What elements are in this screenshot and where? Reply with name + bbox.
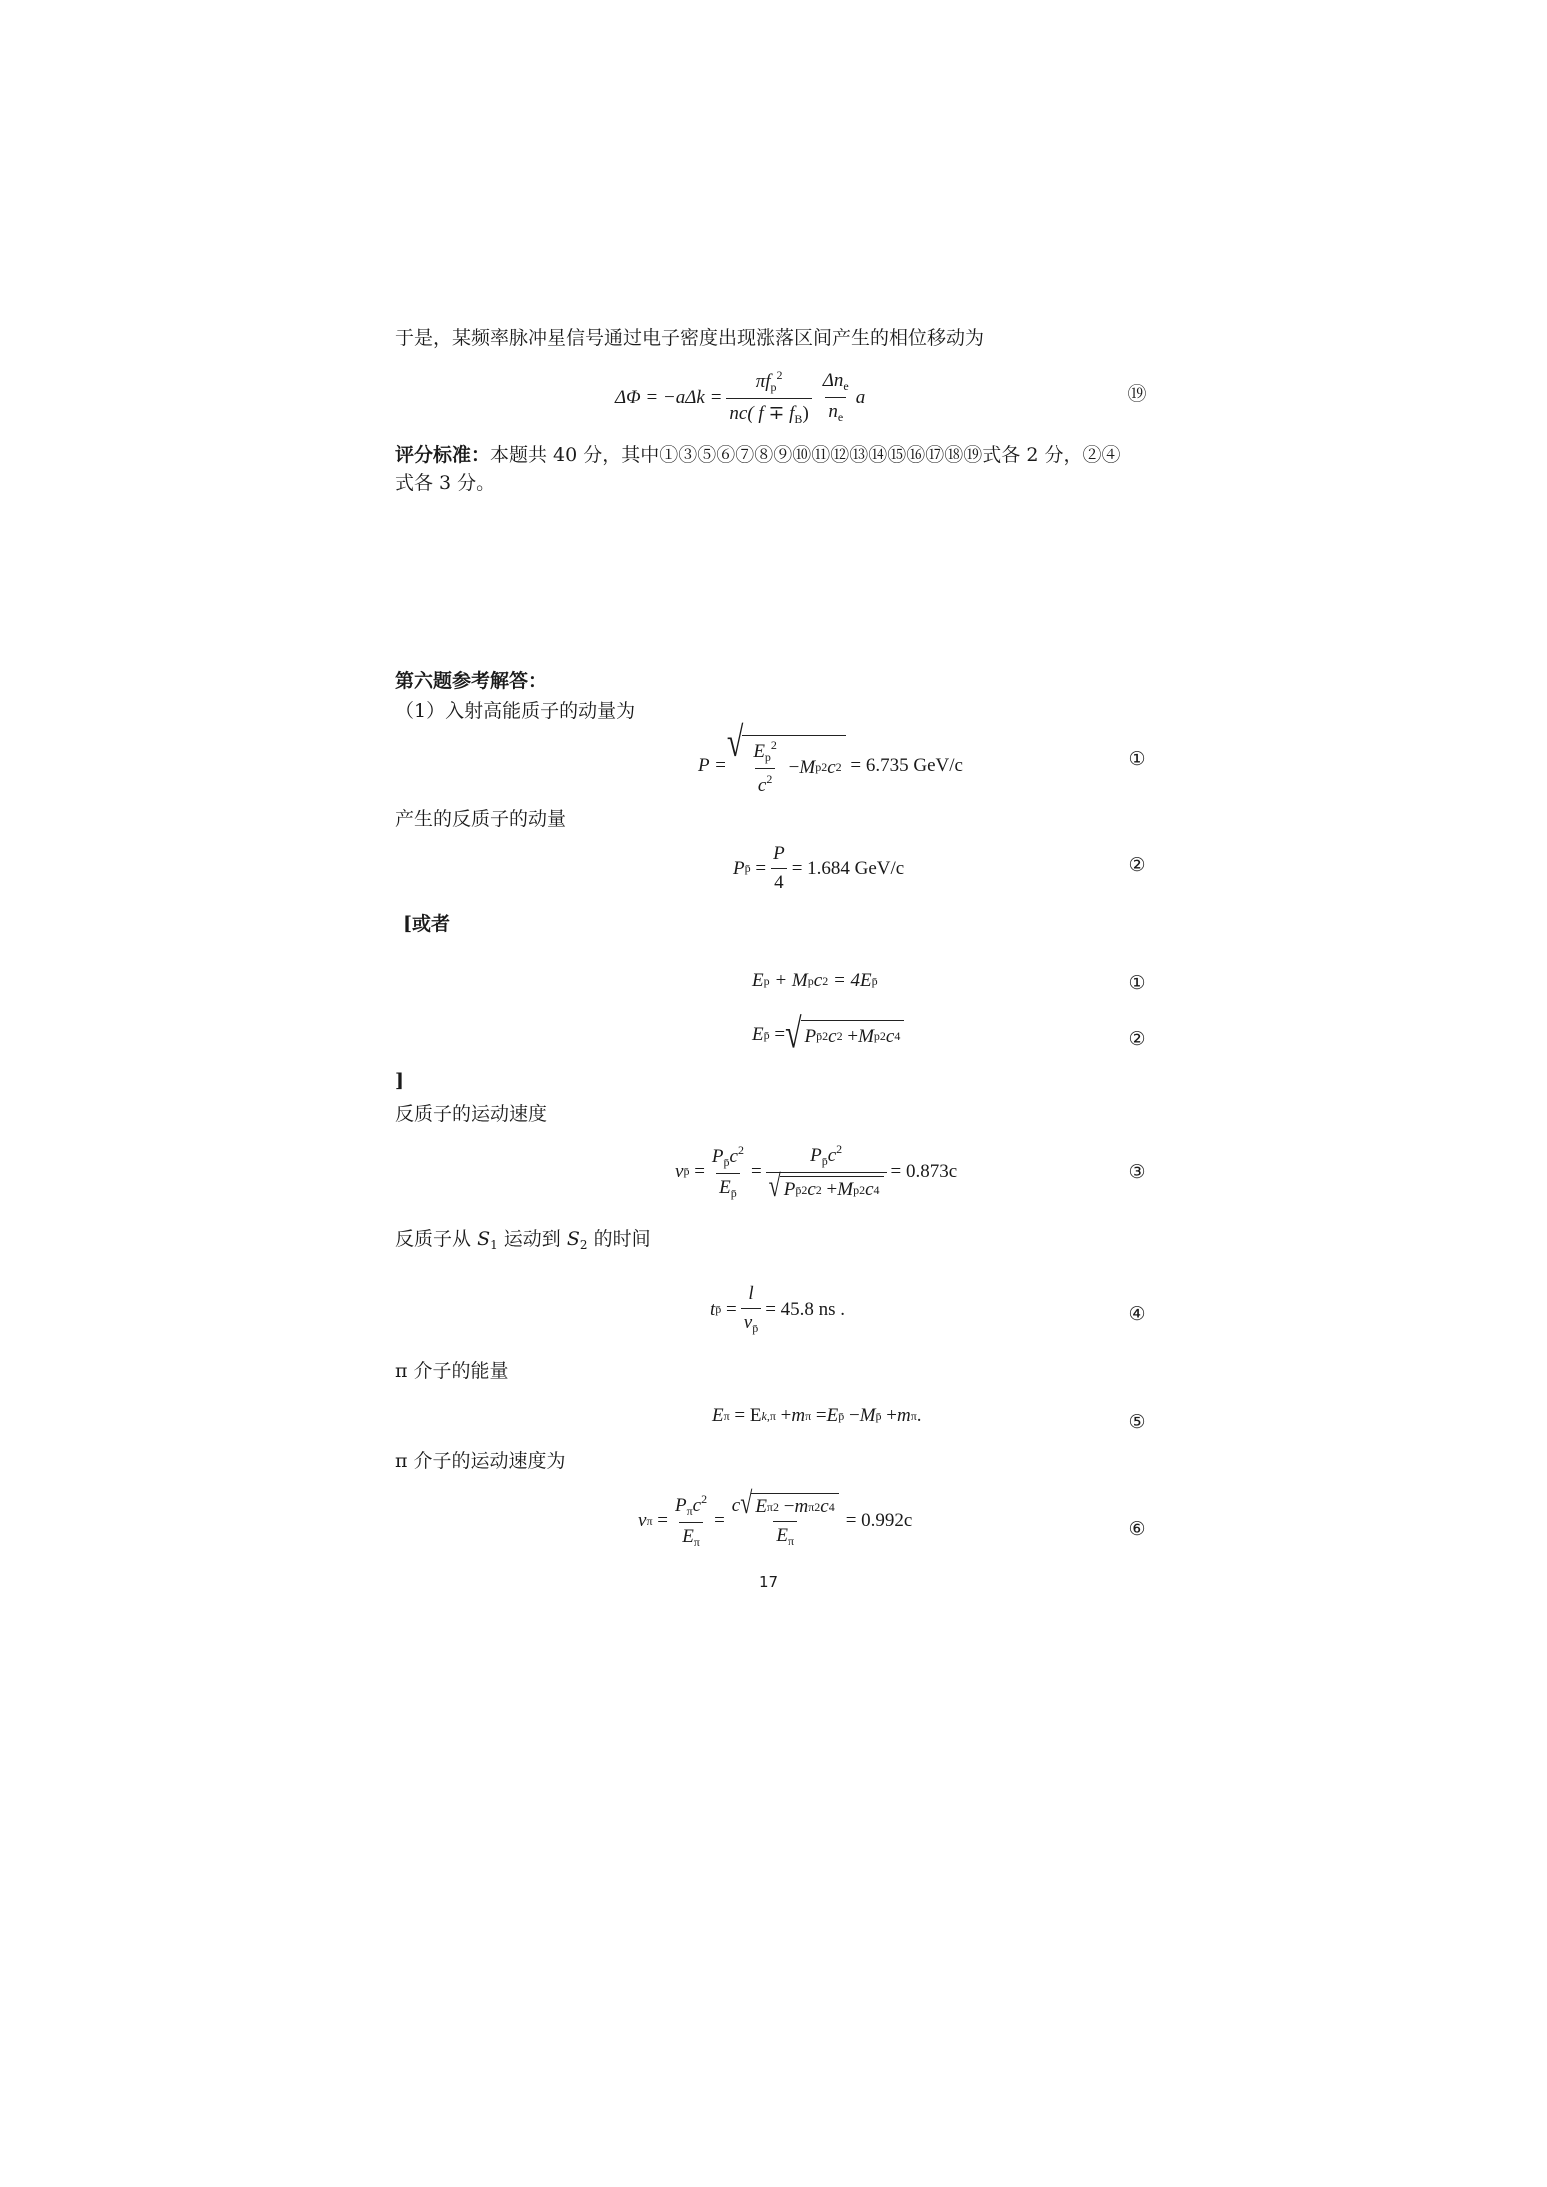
equation-number-2: ② (1128, 854, 1146, 876)
part1-text: （1）入射高能质子的动量为 (395, 700, 636, 722)
equation-number-4: ④ (1128, 1303, 1146, 1325)
equation-2: P p̄ = $\frac{P}{4}$ = 1.684 GeV/c (733, 843, 905, 893)
time-text: 反质子从 $S_1$ 运动到 $S_2$ 的时间 (395, 1228, 651, 1252)
equation-6: v π = $\frac{P_\pi c^2}{E_\pi}$ = c √ E π 2 − m π 2 c 4 $E_\pi$ = 0.992c (638, 1485, 913, 1549)
or-open-bracket: [或者 (403, 913, 450, 935)
alt-equation-1: E p + M p c 2 = 4E p̄ (752, 970, 878, 991)
section6-title: 第六题参考解答： (395, 670, 548, 692)
antiproton-velocity-text: 反质子的运动速度 (395, 1103, 548, 1125)
equation-5: E π = E k,π + m π = E p̄ − M p̄ + m π . (712, 1405, 922, 1426)
equation-3: v p̄ = $\frac{P_{p̄}c^2}{E_{p̄}}$ = $P_{p̄}c^2$ √ P p̄ 2 c 2 + M p 2 c 4 = 0.873c (675, 1142, 958, 1204)
equation-1: P = √ $\frac{E_p^2}{c^2}$ − M p 2 c 2 = 6.735 GeV/c (698, 719, 963, 796)
pion-energy-text: π 介子的能量 (395, 1360, 509, 1382)
equation-number-1: ① (1128, 748, 1146, 770)
equation-number-3: ③ (1128, 1161, 1146, 1183)
equation-19: ΔΦ = −aΔk = $\frac{\pi f_p^2}{nc( f \mp f_B)}$ $\frac{\Delta n_e}{n_e}$ a (615, 368, 866, 426)
page-number: 17 (759, 1573, 779, 1591)
scoring-line-2: 式各 3 分。 (395, 472, 496, 494)
pion-velocity-text: π 介子的运动速度为 (395, 1450, 566, 1472)
alt-equation-number-1: ① (1128, 972, 1146, 994)
scoring-line-1: 评分标准：本题共 40 分，其中①③⑤⑥⑦⑧⑨⑩⑪⑫⑬⑭⑮⑯⑰⑱⑲式各 2 分，②④ (395, 444, 1121, 466)
equation-number-5: ⑤ (1128, 1411, 1146, 1433)
antiproton-momentum-text: 产生的反质子的动量 (395, 808, 567, 830)
equation-number-19: ⑲ (1127, 383, 1147, 405)
equation-number-6: ⑥ (1128, 1518, 1146, 1540)
equation-4: t p̄ = $\frac{l}{v_{p̄}}$ = 45.8 ns . (710, 1283, 846, 1335)
or-close-bracket: ] (395, 1070, 404, 1092)
alt-equation-2: E p̄ = √ P p̄ 2 c 2 + M p 2 c 4 (752, 1020, 904, 1050)
intro-phase-text: 于是，某频率脉冲星信号通过电子密度出现涨落区间产生的相位移动为 (395, 327, 985, 349)
alt-equation-number-2: ② (1128, 1028, 1146, 1050)
